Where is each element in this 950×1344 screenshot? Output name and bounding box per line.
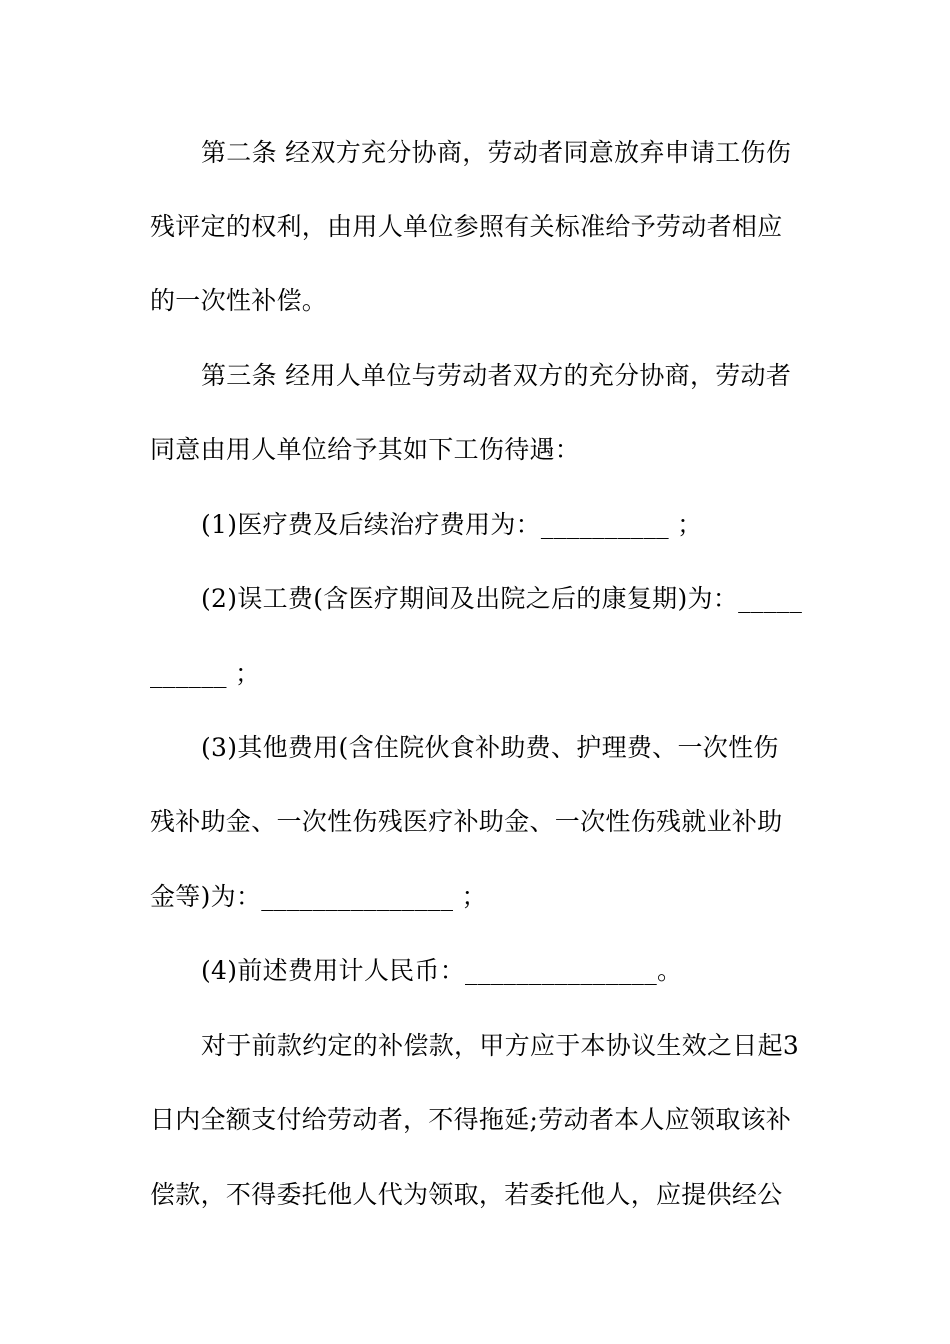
item-3-line-3: 金等)为：_______________ ； [150, 882, 487, 911]
payment-line-2: 日内全额支付给劳动者，不得拖延;劳动者本人应领取该补 [150, 1105, 792, 1134]
item-2-line-1: (2)误工费(含医疗期间及出院之后的康复期)为：_____ [201, 584, 803, 613]
article-2-line-2: 残评定的权利，由用人单位参照有关标准给予劳动者相应 [150, 212, 783, 241]
article-3-line-1: 第三条 经用人单位与劳动者双方的充分协商，劳动者 [201, 361, 792, 390]
item-4-line: (4)前述费用计人民币：_______________。 [201, 956, 683, 985]
article-2-line-1: 第二条 经双方充分协商，劳动者同意放弃申请工伤伤 [201, 138, 792, 167]
article-3-line-2: 同意由用人单位给予其如下工伤待遇： [150, 435, 581, 464]
item-3-line-1: (3)其他费用(含住院伙食补助费、护理费、一次性伤 [201, 733, 779, 762]
item-1-line: (1)医疗费及后续治疗费用为：__________ ； [201, 510, 703, 539]
item-2-line-2: ______ ； [150, 659, 261, 688]
payment-line-1: 对于前款约定的补偿款，甲方应于本协议生效之日起3 [201, 1031, 800, 1060]
payment-line-3: 偿款，不得委托他人代为领取，若委托他人，应提供经公 [150, 1180, 783, 1209]
article-2-line-3: 的一次性补偿。 [150, 286, 328, 315]
item-3-line-2: 残补助金、一次性伤残医疗补助金、一次性伤残就业补助 [150, 807, 783, 836]
